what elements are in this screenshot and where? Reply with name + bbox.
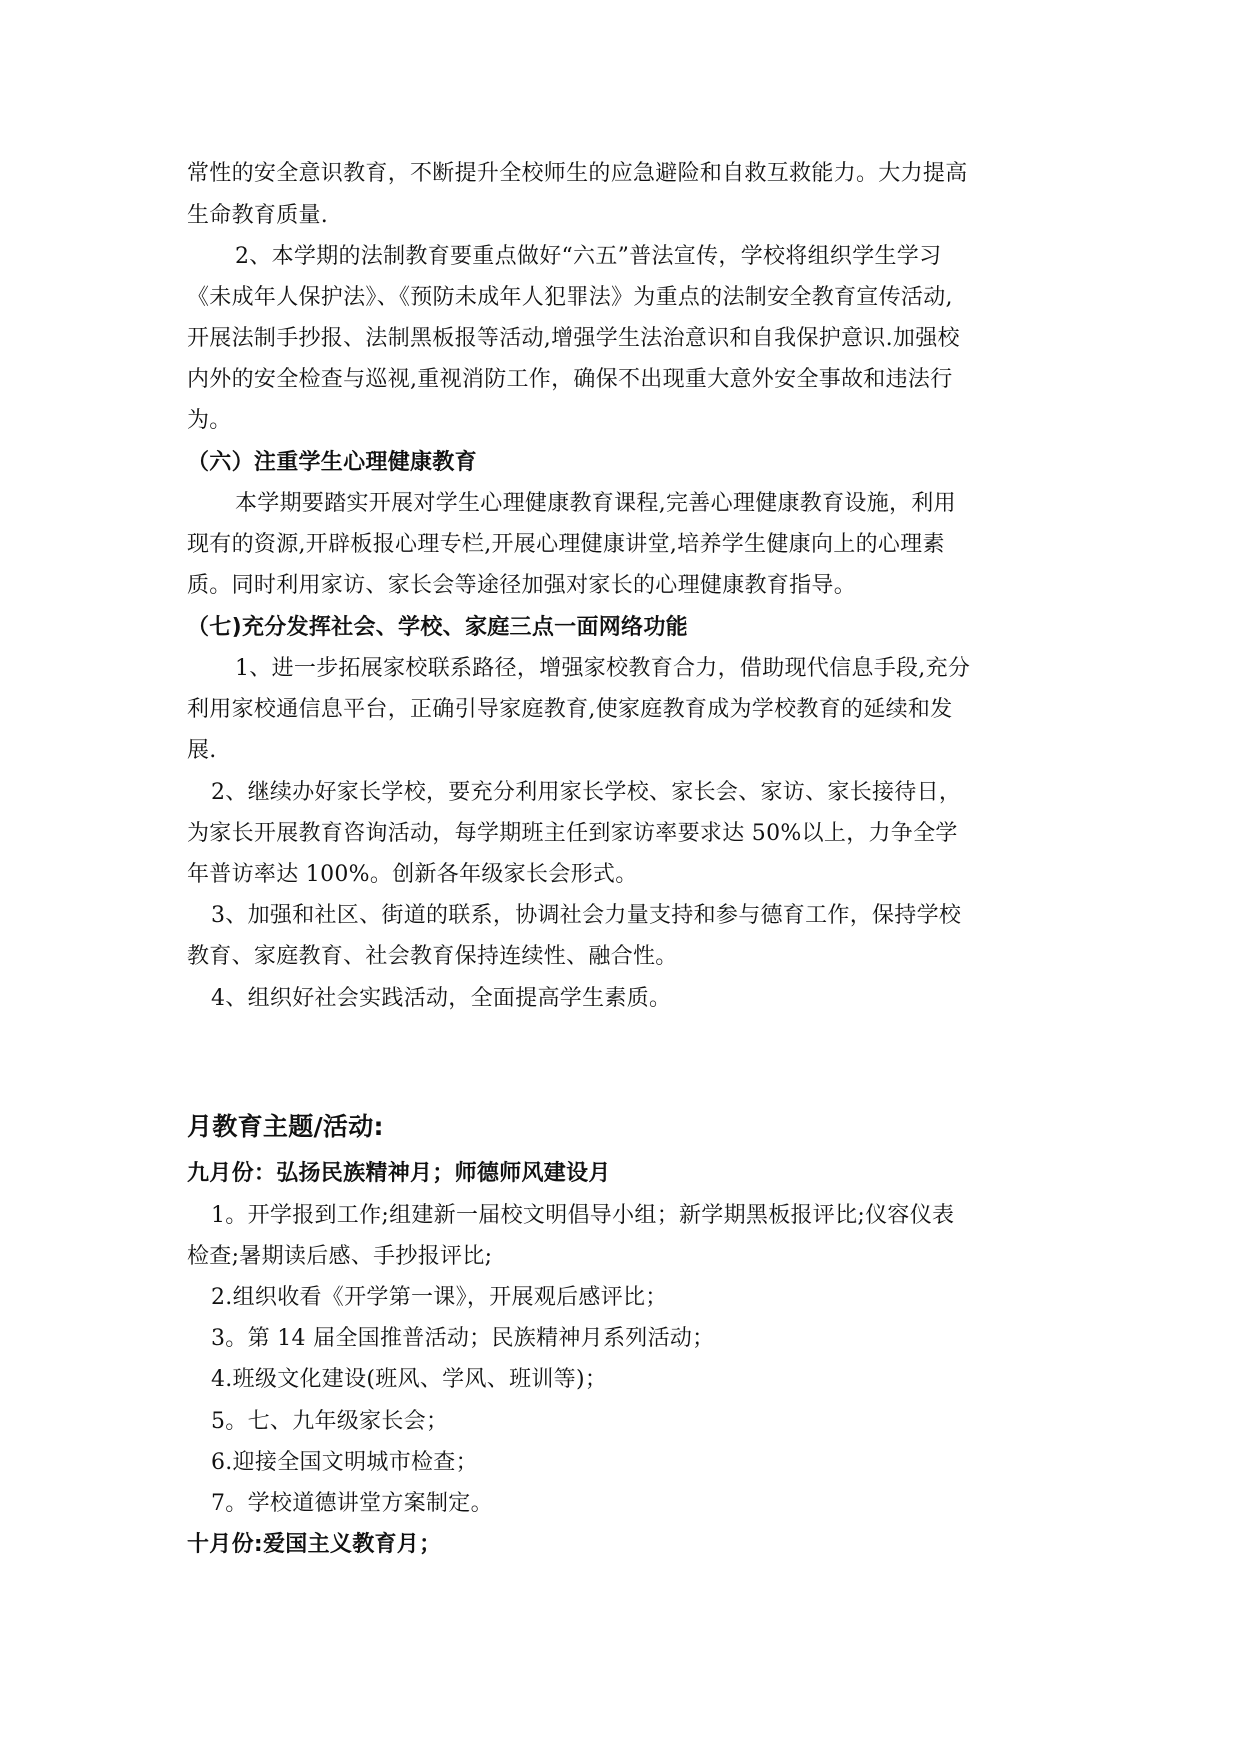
list-item-text: 1、进一步拓展家校联系路径，增强家校教育合力，借助现代信息手段,充分: [235, 656, 971, 681]
paragraph-line: 《未成年人保护法》、《预防未成年人犯罪法》为重点的法制安全教育宣传活动,: [187, 285, 953, 310]
month-heading-october: 十月份:爱国主义教育月；: [187, 1532, 442, 1557]
month-heading-september: 九月份：弘扬民族精神月；师德师风建设月: [187, 1161, 611, 1186]
paragraph-line: 内外的安全检查与巡视,重视消防工作，确保不出现重大意外安全事故和违法行: [187, 367, 953, 392]
list-item-text: 7。学校道德讲堂方案制定。: [211, 1491, 493, 1516]
list-item-text: 3、加强和社区、街道的联系，协调社会力量支持和参与德育工作，保持学校: [211, 903, 962, 928]
paragraph-line: 现有的资源,开辟板报心理专栏,开展心理健康讲堂,培养学生健康向上的心理素: [187, 532, 945, 557]
list-item-text: 4、组织好社会实践活动，全面提高学生素质。: [211, 986, 672, 1011]
paragraph-line: 年普访率达 100%。创新各年级家长会形式。: [187, 862, 638, 887]
monthly-title: 月教育主题/活动:: [187, 1112, 384, 1141]
list-item-text: 2.组织收看《开学第一课》，开展观后感评比；: [211, 1285, 668, 1310]
paragraph-line: 利用家校通信息平台，正确引导家庭教育,使家庭教育成为学校教育的延续和发: [187, 697, 953, 722]
paragraph-line: 开展法制手抄报、法制黑板报等活动,增强学生法治意识和自我保护意识.加强校: [187, 326, 960, 351]
section-heading: （六）注重学生心理健康教育: [187, 450, 477, 475]
paragraph-line: 为家长开展教育咨询活动，每学期班主任到家访率要求达 50%以上，力争全学: [187, 821, 958, 846]
paragraph-line: 检查;暑期读后感、手抄报评比;: [187, 1244, 493, 1269]
paragraph-line: 为。: [187, 408, 232, 433]
paragraph-line: 生命教育质量.: [187, 203, 329, 228]
paragraph-line: 教育、家庭教育、社会教育保持连续性、融合性。: [187, 944, 678, 969]
list-item-text: 2、继续办好家长学校，要充分利用家长学校、家长会、家访、家长接待日，: [211, 780, 962, 805]
paragraph-line: 质。同时利用家访、家长会等途径加强对家长的心理健康教育指导。: [187, 573, 857, 598]
paragraph-line: 常性的安全意识教育，不断提升全校师生的应急避险和自救互救能力。大力提高: [187, 161, 968, 186]
paragraph-line: 本学期要踏实开展对学生心理健康教育课程,完善心理健康教育设施，利用: [235, 491, 956, 516]
list-item-text: 3。第 14 届全国推普活动；民族精神月系列活动；: [211, 1326, 715, 1351]
list-item-text: 4.班级文化建设(班风、学风、班训等)；: [211, 1367, 608, 1392]
paragraph-line: 展.: [187, 738, 217, 763]
list-item-text: 5。七、九年级家长会；: [211, 1409, 449, 1434]
list-item-text: 6.迎接全国文明城市检查；: [211, 1450, 478, 1475]
list-item-text: 1。开学报到工作;组建新一届校文明倡导小组；新学期黑板报评比;仪容仪表: [211, 1203, 955, 1228]
list-item-text: 2、本学期的法制教育要重点做好“六五”普法宣传，学校将组织学生学习: [235, 244, 942, 269]
section-heading: （七)充分发挥社会、学校、家庭三点一面网络功能: [187, 615, 688, 640]
